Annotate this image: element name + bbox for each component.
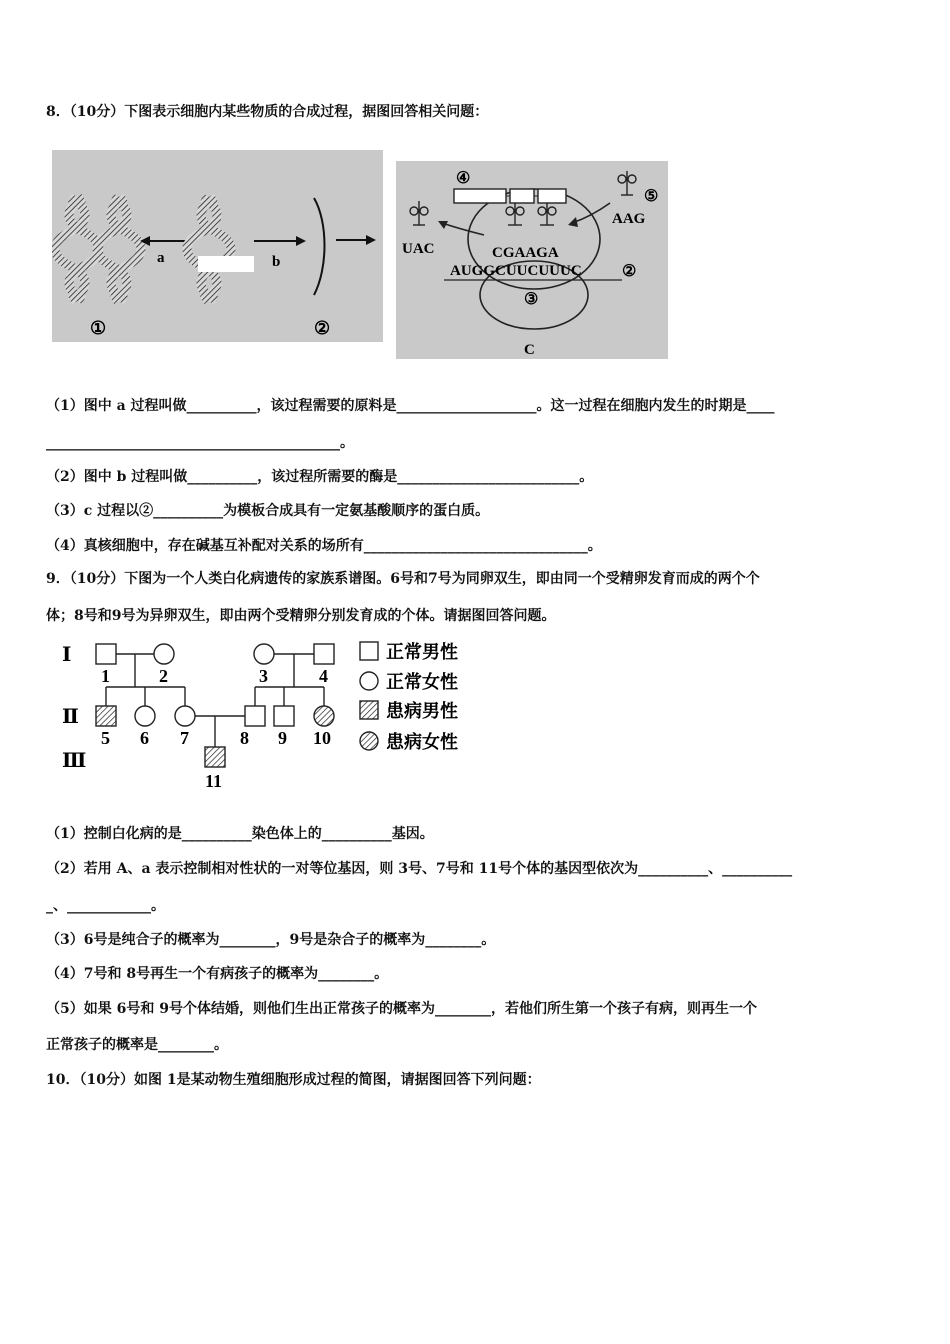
q10-header: 10．（10分）如图 1是某动物生殖细胞形成过程的简图，请据图回答下列问题： [46,1072,541,1088]
label-num5: ⑤ [644,188,659,205]
q9-sub4: （4）7号和 8号再生一个有病孩子的概率为________。 [46,966,389,982]
individual-5 [96,706,116,726]
label-n7: 7 [180,728,189,748]
gen-I: Ⅰ [62,644,72,666]
legend-normal-female: 正常女性 [386,672,458,692]
legend-normal-male: 正常男性 [386,642,458,662]
q8-sub2: （2）图中 b 过程叫做__________，该过程所需要的酶是__________________________。 [46,469,594,485]
label-n3: 3 [259,666,268,686]
individual-3 [254,644,274,664]
q8-sub1-b: __________________________________________。 [46,435,354,451]
legend-normal-male-symbol [360,642,378,660]
label-num2-right: ② [622,263,637,280]
label-n6: 6 [140,728,149,748]
q9-sub2-a: （2）若用 A、a 表示控制相对性状的一对等位基因，则 3号、7号和 11号个体的基因型依次为__________、__________ [46,861,793,877]
label-num3: ③ [524,291,539,308]
q9-header-a: 9．（10分）下图为一个人类白化病遗传的家族系谱图。6号和7号为同卵双生，即由同一个受精卵发育而成的两个个 [46,571,760,587]
label-a: a [157,250,165,266]
label-num1: ① [90,318,107,338]
label-aag: AAG [612,211,646,227]
legend-affected-female: 患病女性 [386,732,458,752]
label-num2: ② [314,318,331,338]
q9-sub5-b: 正常孩子的概率是________。 [46,1037,228,1053]
gen-II: Ⅱ [62,706,79,728]
label-n2: 2 [159,666,168,686]
individual-8 [245,706,265,726]
label-n10: 10 [313,728,331,748]
label-n1: 1 [101,666,110,686]
q9-sub1: （1）控制白化病的是__________染色体上的__________基因。 [46,826,434,842]
legend-normal-female-symbol [360,672,378,690]
translation-figure [396,161,668,359]
label-codons: CGAAGA [492,245,559,261]
individual-6 [135,706,155,726]
q9-sub2-b: _、____________。 [46,898,165,914]
q9-header-b: 体；8号和9号为异卵双生，即由两个受精卵分别发育成的个体。请据图回答问题。 [46,608,556,624]
polypeptide-box [454,189,506,203]
label-n8: 8 [240,728,249,748]
q9-sub3: （3）6号是纯合子的概率为________，9号是杂合子的概率为________。 [46,932,496,948]
individual-4 [314,644,334,664]
legend-affected-male: 患病男性 [386,701,458,721]
legend-affected-female-symbol [360,732,378,750]
individual-9 [274,706,294,726]
label-b: b [272,254,281,270]
individual-11 [205,747,225,767]
individual-10 [314,706,334,726]
individual-1 [96,644,116,664]
q8-sub1-a: （1）图中 a 过程叫做__________，该过程需要的原料是____________________。这一过程在细胞内发生的时期是____ [46,398,775,414]
individual-7 [175,706,195,726]
label-mrna-seq: AUGGCUUCUUUC [450,263,582,279]
pedigree-chart [58,637,473,797]
individual-2 [154,644,174,664]
gen-III: Ⅲ [62,750,87,772]
label-c: C [524,342,535,358]
label-n4: 4 [319,666,328,686]
q8-sub3: （3）c 过程以②__________为模板合成具有一定氨基酸顺序的蛋白质。 [46,503,490,519]
q8-header: 8．（10分）下图表示细胞内某些物质的合成过程，据图回答相关问题： [46,104,489,120]
label-uac: UAC [402,241,435,257]
legend-affected-male-symbol [360,701,378,719]
white-mask [198,256,254,272]
label-num4: ④ [456,170,471,187]
label-n11: 11 [205,771,223,791]
q9-sub5-a: （5）如果 6号和 9号个体结婚，则他们生出正常孩子的概率为________，若他们所生第一个孩子有病，则再生一个 [46,1001,757,1017]
q8-sub4: （4）真核细胞中，存在碱基互补配对关系的场所有________________________________。 [46,538,602,554]
label-n9: 9 [278,728,287,748]
dna-process-figure [52,150,383,342]
label-n5: 5 [101,728,110,748]
